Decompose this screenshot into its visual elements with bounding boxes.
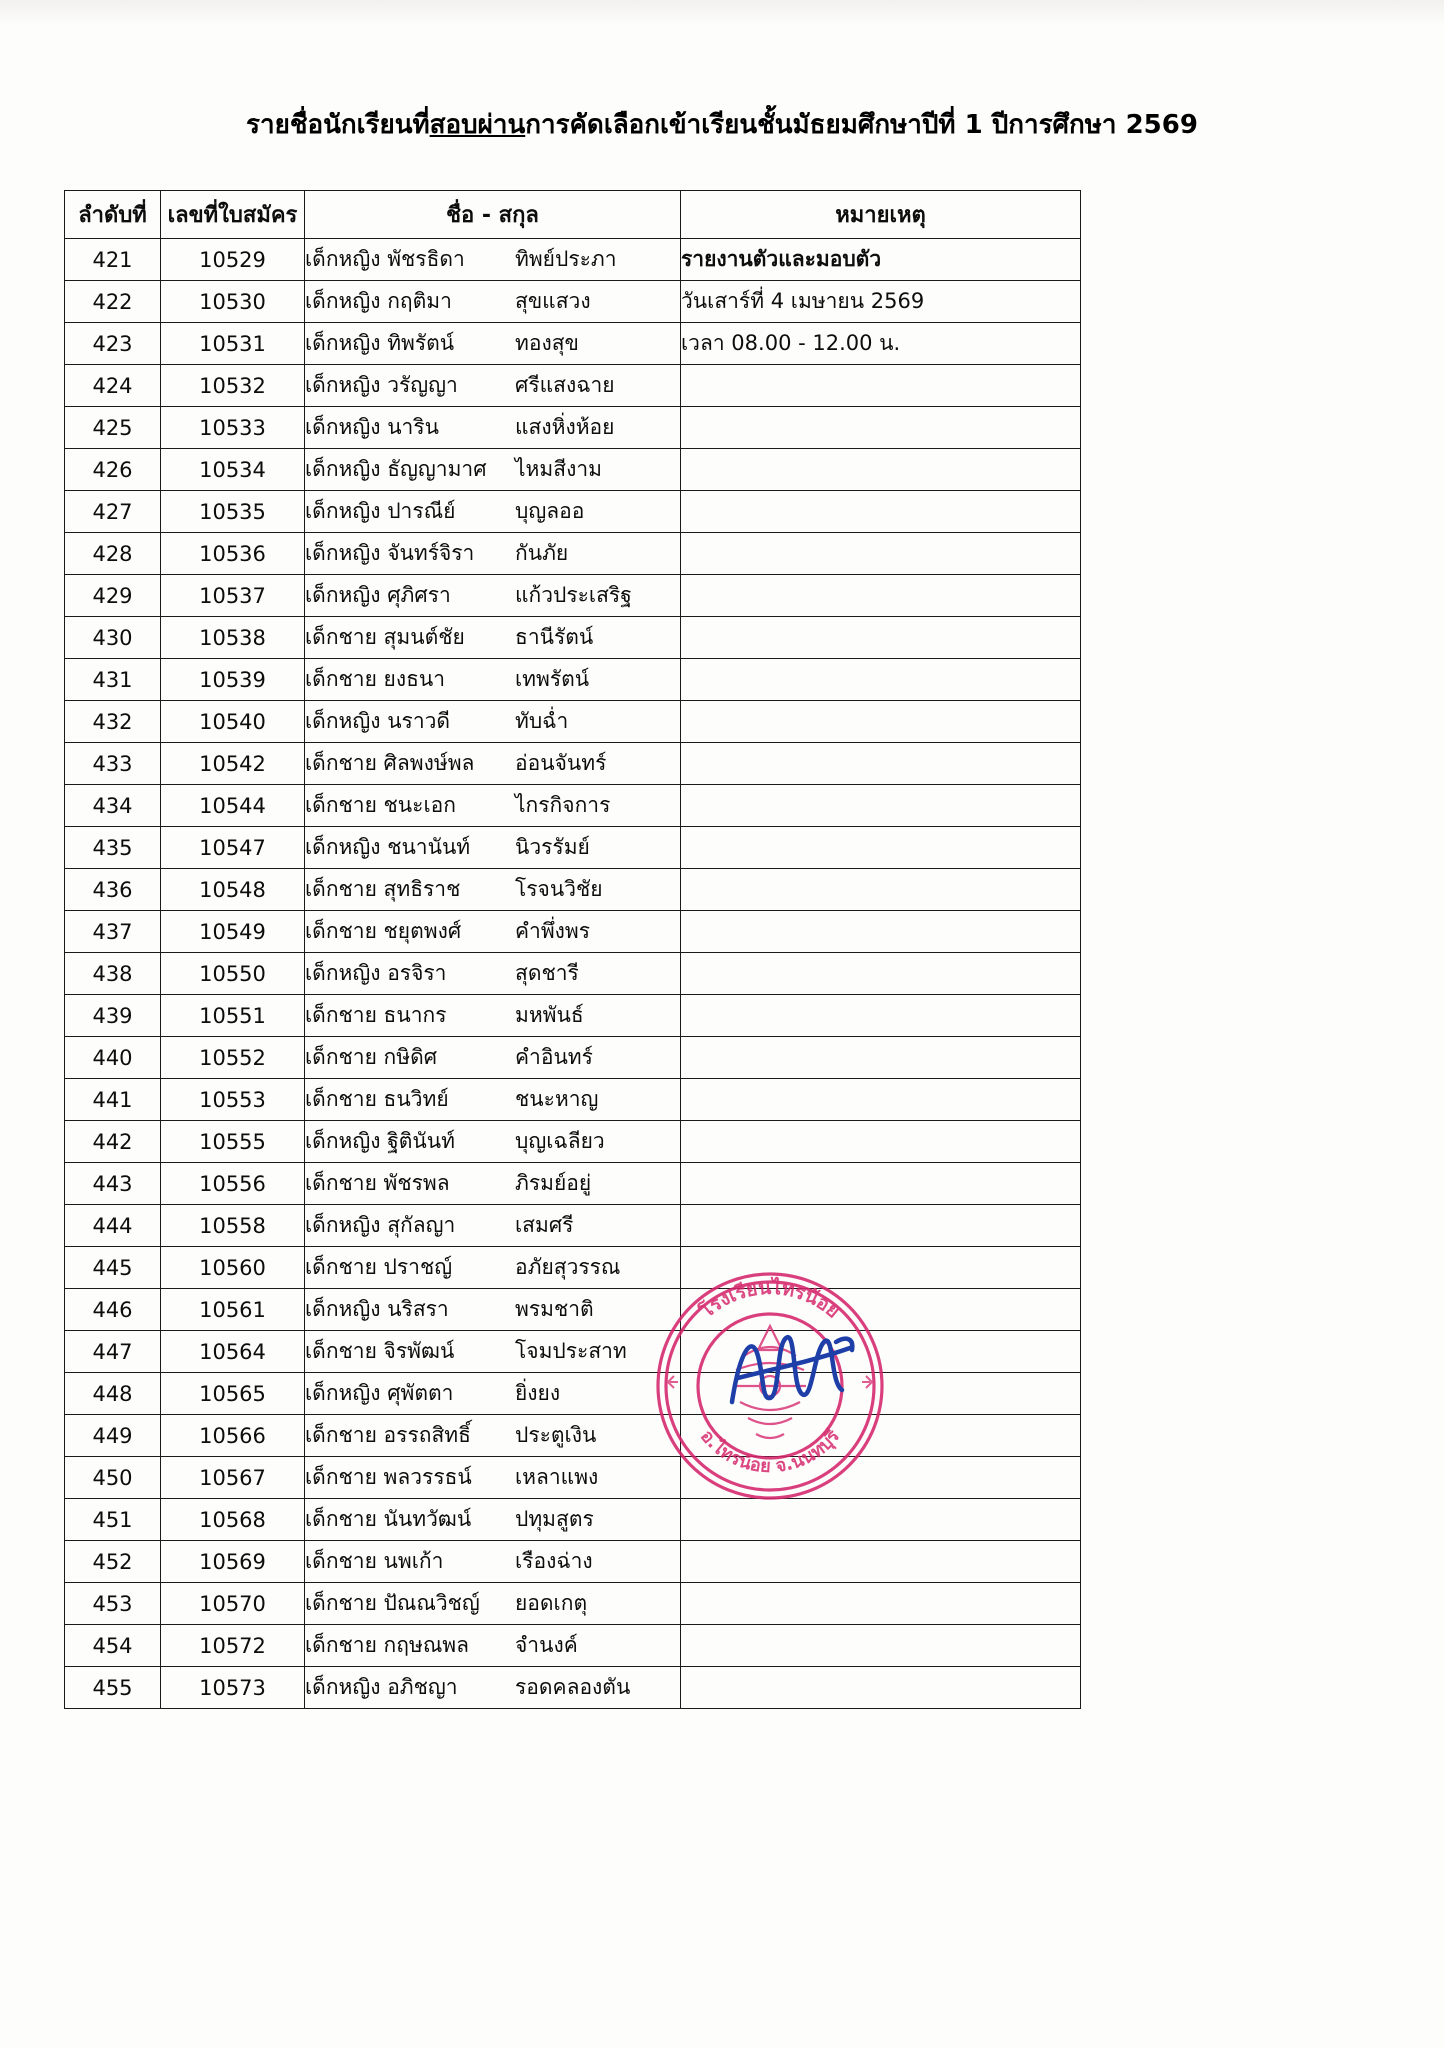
table-header-row bbox=[65, 191, 1081, 239]
table-header bbox=[65, 191, 1081, 239]
cell-order: 447 bbox=[65, 1331, 161, 1373]
svg-text:โรงเรียนไทรน้อย: โรงเรียนไทรน้อย bbox=[696, 1276, 844, 1323]
cell-note bbox=[681, 659, 1081, 701]
cell-application-no: 10537 bbox=[161, 575, 305, 617]
student-surname: อ่อนจันทร์ bbox=[515, 751, 607, 775]
student-surname: ชนะหาญ bbox=[515, 1087, 599, 1111]
cell-application-no: 10550 bbox=[161, 953, 305, 995]
cell-name bbox=[305, 365, 681, 407]
table-row bbox=[65, 617, 1081, 659]
name-wrapper bbox=[305, 747, 680, 780]
cell-order: 444 bbox=[65, 1205, 161, 1247]
cell-name bbox=[305, 239, 681, 281]
cell-order: 424 bbox=[65, 365, 161, 407]
name-wrapper bbox=[305, 369, 680, 402]
table-row bbox=[65, 323, 1081, 365]
student-given-name: เด็กชาย ศิลพงษ์พล bbox=[305, 751, 475, 775]
page-title bbox=[0, 104, 1444, 145]
student-surname: รอดคลองตัน bbox=[515, 1675, 631, 1699]
table-row bbox=[65, 1541, 1081, 1583]
student-roster-table bbox=[64, 190, 1081, 1709]
student-surname: อภัยสุวรรณ bbox=[515, 1255, 621, 1279]
student-surname: มหพันธ์ bbox=[515, 1003, 584, 1027]
student-given-name: เด็กชาย อรรถสิทธิ์ bbox=[305, 1423, 471, 1447]
cell-name bbox=[305, 1289, 681, 1331]
table-row bbox=[65, 743, 1081, 785]
student-given-name: เด็กชาย ชยุตพงศ์ bbox=[305, 919, 462, 943]
name-wrapper bbox=[305, 1503, 680, 1536]
student-surname: จำนงค์ bbox=[515, 1633, 578, 1657]
cell-note bbox=[681, 365, 1081, 407]
cell-order: 445 bbox=[65, 1247, 161, 1289]
student-surname: บุญเฉลียว bbox=[515, 1129, 605, 1153]
cell-application-no: 10532 bbox=[161, 365, 305, 407]
table-row bbox=[65, 1331, 1081, 1373]
cell-application-no: 10536 bbox=[161, 533, 305, 575]
cell-application-no: 10573 bbox=[161, 1667, 305, 1709]
cell-note bbox=[681, 869, 1081, 911]
student-surname: ทับฉ่ำ bbox=[515, 709, 569, 733]
student-given-name: เด็กหญิง นริสรา bbox=[305, 1297, 449, 1321]
name-wrapper bbox=[305, 1293, 680, 1326]
cell-order: 436 bbox=[65, 869, 161, 911]
cell-order: 443 bbox=[65, 1163, 161, 1205]
student-surname: นิวรรัมย์ bbox=[515, 835, 590, 859]
cell-note bbox=[681, 1667, 1081, 1709]
name-wrapper bbox=[305, 453, 680, 486]
cell-application-no: 10529 bbox=[161, 239, 305, 281]
name-wrapper bbox=[305, 1041, 680, 1074]
name-wrapper bbox=[305, 285, 680, 318]
cell-application-no: 10549 bbox=[161, 911, 305, 953]
cell-name bbox=[305, 1625, 681, 1667]
student-given-name: เด็กหญิง นาริน bbox=[305, 415, 439, 439]
cell-note bbox=[681, 785, 1081, 827]
cell-application-no: 10552 bbox=[161, 1037, 305, 1079]
table-row bbox=[65, 281, 1081, 323]
cell-name bbox=[305, 1667, 681, 1709]
name-wrapper bbox=[305, 1419, 680, 1452]
cell-application-no: 10534 bbox=[161, 449, 305, 491]
cell-name bbox=[305, 533, 681, 575]
cell-application-no: 10560 bbox=[161, 1247, 305, 1289]
name-wrapper bbox=[305, 663, 680, 696]
cell-application-no: 10544 bbox=[161, 785, 305, 827]
cell-application-no: 10531 bbox=[161, 323, 305, 365]
cell-order: 433 bbox=[65, 743, 161, 785]
name-wrapper bbox=[305, 1083, 680, 1116]
student-given-name: เด็กชาย ธนวิทย์ bbox=[305, 1087, 449, 1111]
name-wrapper bbox=[305, 1251, 680, 1284]
student-given-name: เด็กชาย พลวรรธน์ bbox=[305, 1465, 472, 1489]
table-row bbox=[65, 1457, 1081, 1499]
table-row bbox=[65, 1625, 1081, 1667]
cell-order: 454 bbox=[65, 1625, 161, 1667]
cell-name bbox=[305, 491, 681, 533]
table-row bbox=[65, 1163, 1081, 1205]
cell-application-no: 10551 bbox=[161, 995, 305, 1037]
cell-application-no: 10566 bbox=[161, 1415, 305, 1457]
cell-note bbox=[681, 1289, 1081, 1331]
cell-order: 421 bbox=[65, 239, 161, 281]
cell-note bbox=[681, 1373, 1081, 1415]
cell-note bbox=[681, 617, 1081, 659]
cell-note bbox=[681, 911, 1081, 953]
cell-application-no: 10570 bbox=[161, 1583, 305, 1625]
cell-note bbox=[681, 1121, 1081, 1163]
cell-application-no: 10572 bbox=[161, 1625, 305, 1667]
cell-note bbox=[681, 575, 1081, 617]
cell-application-no: 10547 bbox=[161, 827, 305, 869]
table-row bbox=[65, 659, 1081, 701]
cell-name bbox=[305, 1457, 681, 1499]
student-surname: สุขแสวง bbox=[515, 289, 591, 313]
name-wrapper bbox=[305, 537, 680, 570]
svg-text:อ.ไทรน้อย จ.นนทบุรี: อ.ไทรน้อย จ.นนทบุรี bbox=[696, 1425, 844, 1478]
table-row bbox=[65, 1121, 1081, 1163]
cell-name bbox=[305, 1331, 681, 1373]
table-body bbox=[65, 239, 1081, 1709]
name-wrapper bbox=[305, 1545, 680, 1578]
cell-note bbox=[681, 995, 1081, 1037]
cell-application-no: 10533 bbox=[161, 407, 305, 449]
cell-note bbox=[681, 1583, 1081, 1625]
cell-order: 428 bbox=[65, 533, 161, 575]
cell-application-no: 10567 bbox=[161, 1457, 305, 1499]
column-header-order: ลำดับที่ bbox=[65, 191, 161, 239]
table-row bbox=[65, 365, 1081, 407]
student-surname: เสมศรี bbox=[515, 1213, 574, 1237]
cell-note bbox=[681, 1079, 1081, 1121]
table-row bbox=[65, 407, 1081, 449]
cell-application-no: 10556 bbox=[161, 1163, 305, 1205]
student-surname: ประตูเงิน bbox=[515, 1423, 597, 1447]
cell-note bbox=[681, 1625, 1081, 1667]
cell-name bbox=[305, 1205, 681, 1247]
name-wrapper bbox=[305, 1587, 680, 1620]
cell-order: 446 bbox=[65, 1289, 161, 1331]
student-surname: ปทุมสูตร bbox=[515, 1507, 594, 1531]
name-wrapper bbox=[305, 873, 680, 906]
scan-edge bbox=[0, 0, 1444, 26]
student-given-name: เด็กหญิง ศุพัตตา bbox=[305, 1381, 454, 1405]
cell-order: 449 bbox=[65, 1415, 161, 1457]
student-surname: โรจนวิชัย bbox=[515, 877, 603, 901]
student-given-name: เด็กหญิง จันทร์จิรา bbox=[305, 541, 475, 565]
cell-name bbox=[305, 659, 681, 701]
cell-note bbox=[681, 1415, 1081, 1457]
cell-note bbox=[681, 1499, 1081, 1541]
cell-application-no: 10564 bbox=[161, 1331, 305, 1373]
cell-name bbox=[305, 1247, 681, 1289]
student-surname: ทองสุข bbox=[515, 331, 579, 355]
cell-name bbox=[305, 911, 681, 953]
cell-note: เวลา 08.00 - 12.00 น. bbox=[681, 323, 1081, 365]
student-surname: เหลาแพง bbox=[515, 1465, 599, 1489]
name-wrapper bbox=[305, 705, 680, 738]
cell-application-no: 10538 bbox=[161, 617, 305, 659]
table-row bbox=[65, 1415, 1081, 1457]
name-wrapper bbox=[305, 1671, 680, 1704]
cell-name bbox=[305, 1583, 681, 1625]
name-wrapper bbox=[305, 831, 680, 864]
table-row bbox=[65, 1037, 1081, 1079]
cell-name bbox=[305, 1079, 681, 1121]
cell-note bbox=[681, 953, 1081, 995]
cell-name bbox=[305, 449, 681, 491]
name-wrapper bbox=[305, 1167, 680, 1200]
table-row bbox=[65, 1583, 1081, 1625]
student-given-name: เด็กหญิง อภิชญา bbox=[305, 1675, 458, 1699]
page-title-suffix: การคัดเลือกเข้าเรียนชั้นมัธยมศึกษาปีที่ 1 ปีการศึกษา 2569 bbox=[525, 110, 1198, 140]
student-given-name: เด็กหญิง สุกัลญา bbox=[305, 1213, 456, 1237]
name-wrapper bbox=[305, 915, 680, 948]
cell-order: 431 bbox=[65, 659, 161, 701]
cell-application-no: 10558 bbox=[161, 1205, 305, 1247]
student-given-name: เด็กหญิง ศุภิศรา bbox=[305, 583, 451, 607]
cell-order: 438 bbox=[65, 953, 161, 995]
cell-name bbox=[305, 743, 681, 785]
cell-note bbox=[681, 533, 1081, 575]
table-row bbox=[65, 827, 1081, 869]
cell-order: 441 bbox=[65, 1079, 161, 1121]
cell-note bbox=[681, 827, 1081, 869]
name-wrapper bbox=[305, 1335, 680, 1368]
student-given-name: เด็กหญิง อรจิรา bbox=[305, 961, 447, 985]
student-surname: แก้วประเสริฐ bbox=[515, 583, 632, 607]
student-given-name: เด็กชาย สุมนต์ชัย bbox=[305, 625, 465, 649]
cell-note bbox=[681, 449, 1081, 491]
table-row bbox=[65, 449, 1081, 491]
cell-order: 442 bbox=[65, 1121, 161, 1163]
cell-application-no: 10542 bbox=[161, 743, 305, 785]
cell-order: 429 bbox=[65, 575, 161, 617]
table-row bbox=[65, 911, 1081, 953]
cell-note: วันเสาร์ที่ 4 เมษายน 2569 bbox=[681, 281, 1081, 323]
student-given-name: เด็กชาย นพเก้า bbox=[305, 1549, 444, 1573]
cell-application-no: 10569 bbox=[161, 1541, 305, 1583]
cell-name bbox=[305, 1121, 681, 1163]
cell-note: รายงานตัวและมอบตัว bbox=[681, 239, 1081, 281]
cell-note bbox=[681, 1247, 1081, 1289]
cell-application-no: 10555 bbox=[161, 1121, 305, 1163]
student-given-name: เด็กหญิง พัชรธิดา bbox=[305, 247, 465, 271]
cell-order: 452 bbox=[65, 1541, 161, 1583]
student-surname: ธานีรัตน์ bbox=[515, 625, 594, 649]
student-given-name: เด็กหญิง กฤติมา bbox=[305, 289, 452, 313]
cell-name bbox=[305, 1499, 681, 1541]
cell-application-no: 10568 bbox=[161, 1499, 305, 1541]
cell-note bbox=[681, 1205, 1081, 1247]
cell-order: 437 bbox=[65, 911, 161, 953]
table-row bbox=[65, 533, 1081, 575]
cell-order: 455 bbox=[65, 1667, 161, 1709]
cell-name bbox=[305, 701, 681, 743]
cell-order: 453 bbox=[65, 1583, 161, 1625]
student-surname: โจมประสาท bbox=[515, 1339, 627, 1363]
student-surname: คำอินทร์ bbox=[515, 1045, 593, 1069]
student-given-name: เด็กชาย กฤษณพล bbox=[305, 1633, 470, 1657]
student-given-name: เด็กชาย ปราชญ์ bbox=[305, 1255, 453, 1279]
student-surname: ยิ่งยง bbox=[515, 1381, 561, 1405]
cell-application-no: 10530 bbox=[161, 281, 305, 323]
cell-application-no: 10548 bbox=[161, 869, 305, 911]
student-surname: ไกรกิจการ bbox=[515, 793, 611, 817]
cell-name bbox=[305, 995, 681, 1037]
name-wrapper bbox=[305, 957, 680, 990]
cell-note bbox=[681, 1457, 1081, 1499]
cell-name bbox=[305, 1163, 681, 1205]
student-surname: ศรีแสงฉาย bbox=[515, 373, 615, 397]
cell-application-no: 10565 bbox=[161, 1373, 305, 1415]
student-given-name: เด็กชาย สุทธิราช bbox=[305, 877, 461, 901]
cell-name bbox=[305, 1541, 681, 1583]
table-row bbox=[65, 869, 1081, 911]
name-wrapper bbox=[305, 243, 680, 276]
table-row bbox=[65, 953, 1081, 995]
cell-order: 427 bbox=[65, 491, 161, 533]
cell-note bbox=[681, 743, 1081, 785]
name-wrapper bbox=[305, 1209, 680, 1242]
cell-order: 450 bbox=[65, 1457, 161, 1499]
student-given-name: เด็กชาย ธนากร bbox=[305, 1003, 447, 1027]
cell-note bbox=[681, 491, 1081, 533]
name-wrapper bbox=[305, 999, 680, 1032]
cell-name bbox=[305, 575, 681, 617]
cell-name bbox=[305, 407, 681, 449]
table-row bbox=[65, 701, 1081, 743]
cell-note bbox=[681, 1037, 1081, 1079]
cell-application-no: 10539 bbox=[161, 659, 305, 701]
student-given-name: เด็กหญิง ชนานันท์ bbox=[305, 835, 471, 859]
cell-order: 432 bbox=[65, 701, 161, 743]
cell-order: 423 bbox=[65, 323, 161, 365]
student-given-name: เด็กชาย ชนะเอก bbox=[305, 793, 456, 817]
cell-name bbox=[305, 869, 681, 911]
cell-note bbox=[681, 1331, 1081, 1373]
student-surname: ภิรมย์อยู่ bbox=[515, 1171, 592, 1195]
student-given-name: เด็กหญิง ปารณีย์ bbox=[305, 499, 456, 523]
student-given-name: เด็กชาย พัชรพล bbox=[305, 1171, 450, 1195]
cell-name bbox=[305, 323, 681, 365]
table-row bbox=[65, 491, 1081, 533]
name-wrapper bbox=[305, 579, 680, 612]
table-row bbox=[65, 1373, 1081, 1415]
student-given-name: เด็กหญิง นราวดี bbox=[305, 709, 451, 733]
cell-order: 430 bbox=[65, 617, 161, 659]
table-row bbox=[65, 995, 1081, 1037]
cell-name bbox=[305, 785, 681, 827]
student-surname: สุดชารี bbox=[515, 961, 579, 985]
cell-order: 434 bbox=[65, 785, 161, 827]
table-row bbox=[65, 1289, 1081, 1331]
name-wrapper bbox=[305, 1125, 680, 1158]
table-row bbox=[65, 1079, 1081, 1121]
student-surname: คำพึ่งพร bbox=[515, 919, 591, 943]
cell-order: 422 bbox=[65, 281, 161, 323]
cell-name bbox=[305, 617, 681, 659]
cell-order: 425 bbox=[65, 407, 161, 449]
student-surname: เทพรัตน์ bbox=[515, 667, 590, 691]
cell-application-no: 10553 bbox=[161, 1079, 305, 1121]
cell-order: 435 bbox=[65, 827, 161, 869]
cell-application-no: 10540 bbox=[161, 701, 305, 743]
name-wrapper bbox=[305, 411, 680, 444]
cell-order: 439 bbox=[65, 995, 161, 1037]
student-surname: ไหมสีงาม bbox=[515, 457, 602, 481]
name-wrapper bbox=[305, 327, 680, 360]
student-given-name: เด็กชาย ปัณณวิชญ์ bbox=[305, 1591, 480, 1615]
cell-order: 440 bbox=[65, 1037, 161, 1079]
cell-note bbox=[681, 1163, 1081, 1205]
column-header-name: ชื่อ - สกุล bbox=[305, 191, 681, 239]
student-surname: ทิพย์ประภา bbox=[515, 247, 617, 271]
column-header-application-no: เลขที่ใบสมัคร bbox=[161, 191, 305, 239]
student-surname: ยอดเกตุ bbox=[515, 1591, 588, 1615]
name-wrapper bbox=[305, 621, 680, 654]
student-given-name: เด็กหญิง ธัญญามาศ bbox=[305, 457, 487, 481]
name-wrapper bbox=[305, 1377, 680, 1410]
student-surname: บุญลออ bbox=[515, 499, 585, 523]
name-wrapper bbox=[305, 1461, 680, 1494]
cell-name bbox=[305, 281, 681, 323]
name-wrapper bbox=[305, 1629, 680, 1662]
student-surname: กันภัย bbox=[515, 541, 569, 565]
student-given-name: เด็กชาย ยงธนา bbox=[305, 667, 446, 691]
cell-name bbox=[305, 1373, 681, 1415]
name-wrapper bbox=[305, 495, 680, 528]
student-given-name: เด็กชาย จิรพัฒน์ bbox=[305, 1339, 455, 1363]
table-row bbox=[65, 575, 1081, 617]
cell-application-no: 10561 bbox=[161, 1289, 305, 1331]
column-header-note: หมายเหตุ bbox=[681, 191, 1081, 239]
cell-order: 426 bbox=[65, 449, 161, 491]
student-given-name: เด็กหญิง ฐิตินันท์ bbox=[305, 1129, 455, 1153]
cell-order: 451 bbox=[65, 1499, 161, 1541]
table-row bbox=[65, 1667, 1081, 1709]
cell-name bbox=[305, 1415, 681, 1457]
student-surname: แสงหิ่งห้อย bbox=[515, 415, 615, 439]
page-title-prefix: รายชื่อนักเรียนที่ bbox=[246, 110, 430, 140]
cell-application-no: 10535 bbox=[161, 491, 305, 533]
student-given-name: เด็กชาย นันทวัฒน์ bbox=[305, 1507, 472, 1531]
name-wrapper bbox=[305, 789, 680, 822]
cell-order: 448 bbox=[65, 1373, 161, 1415]
cell-note bbox=[681, 1541, 1081, 1583]
cell-name bbox=[305, 953, 681, 995]
table-row bbox=[65, 1205, 1081, 1247]
table-row bbox=[65, 1499, 1081, 1541]
student-surname: เรืองฉ่าง bbox=[515, 1549, 593, 1573]
table-row bbox=[65, 239, 1081, 281]
student-given-name: เด็กหญิง ทิพรัตน์ bbox=[305, 331, 455, 355]
cell-name bbox=[305, 1037, 681, 1079]
cell-note bbox=[681, 701, 1081, 743]
table-row bbox=[65, 785, 1081, 827]
cell-name bbox=[305, 827, 681, 869]
table-row bbox=[65, 1247, 1081, 1289]
student-surname: พรมชาติ bbox=[515, 1297, 594, 1321]
cell-note bbox=[681, 407, 1081, 449]
student-given-name: เด็กชาย กษิดิศ bbox=[305, 1045, 438, 1069]
student-given-name: เด็กหญิง วรัญญา bbox=[305, 373, 458, 397]
page-title-emphasis: สอบผ่าน bbox=[429, 110, 526, 140]
